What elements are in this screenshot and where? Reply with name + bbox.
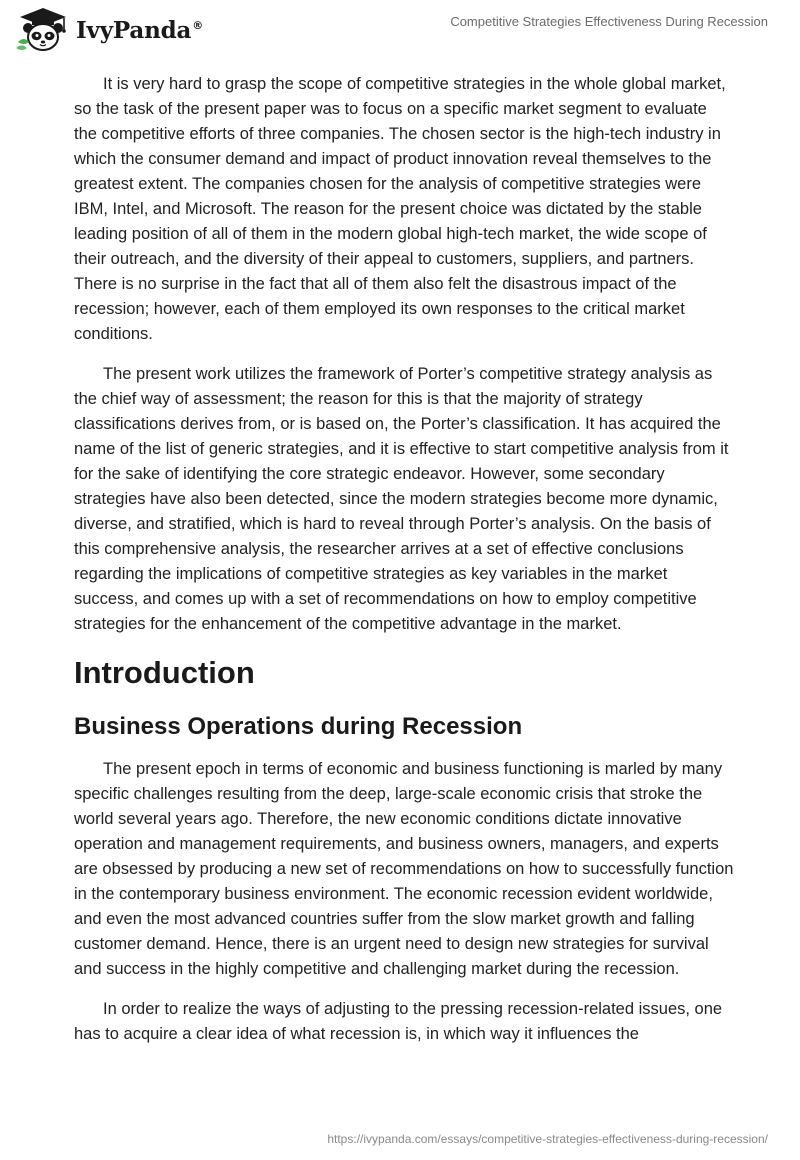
essay-body [74, 72, 734, 1062]
page-header [0, 0, 800, 60]
document-title: Competitive Strategies Effectiveness During Recession [450, 14, 768, 29]
paragraph: The present epoch in terms of economic and business functioning is marled by many specific challenges resulting from the deep, large-scale economic crisis that stroke the world several years ago. Therefore, the new economic conditions dictate innovative operation and management requirements, and business owners, managers, and experts are obsessed by producing a new set of recommendations on how to successfully function in the contemporary business environment. The economic recession evident worldwide, and even the most advanced countries suffer from the slow market growth and falling customer demand. Hence, there is an urgent need to design new strategies for survival and success in the highly competitive and challenging market during the recession. [74, 760, 734, 978]
paragraph: The present work utilizes the framework of Porter’s competitive strategy analysis as the chief way of assessment; the reason for this is that the majority of strategy classifications derives from, or is based on, the Porter’s classification. It has acquired the name of the list of generic strategies, and it is effective to start competitive analysis from it for the sake of identifying the core strategic endeavor. However, some secondary strategies have also been detected, since the modern strategies become more dynamic, diverse, and stratified, which is hard to reveal through Porter’s analysis. On the basis of this comprehensive analysis, the researcher arrives at a set of effective conclusions regarding the implications of competitive strategies as key variables in the market success, and comes up with a set of recommendations on how to employ competitive strategies for the enhancement of the competitive advantage in the market. [74, 365, 729, 633]
paragraph: In order to realize the ways of adjusting to the pressing recession-related issues, one has to acquire a clear idea of what recession is, in which way it influences the [74, 1000, 723, 1043]
panda-graduate-icon [14, 6, 72, 54]
brand-name: IvyPanda® [76, 16, 203, 44]
source-url[interactable]: https://ivypanda.com/essays/competitive-strategies-effectiveness-during-recession/ [327, 1132, 768, 1146]
section-heading: Introduction [74, 655, 255, 690]
registered-mark: ® [192, 18, 203, 32]
paragraph: It is very hard to grasp the scope of competitive strategies in the whole global market, so the task of the present paper was to focus on a specific market segment to evaluate the competitive efforts of three companies. The chosen sector is the high-tech industry in which the consumer demand and impact of product innovation reveal themselves to the greatest extent. The companies chosen for the analysis of competitive strategies were IBM, Intel, and Microsoft. The reason for the present choice was dictated by the stable leading position of all of them in the modern global high-tech market, the wide scope of their outreach, and the diversity of their appeal to customers, suppliers, and partners. There is no surprise in the fact that all of them also felt the disastrous impact of the recession; however, each of them employed its own responses to the critical market conditions. [74, 75, 726, 343]
brand-logo[interactable] [14, 6, 203, 54]
subsection-heading: Business Operations during Recession [74, 713, 523, 740]
